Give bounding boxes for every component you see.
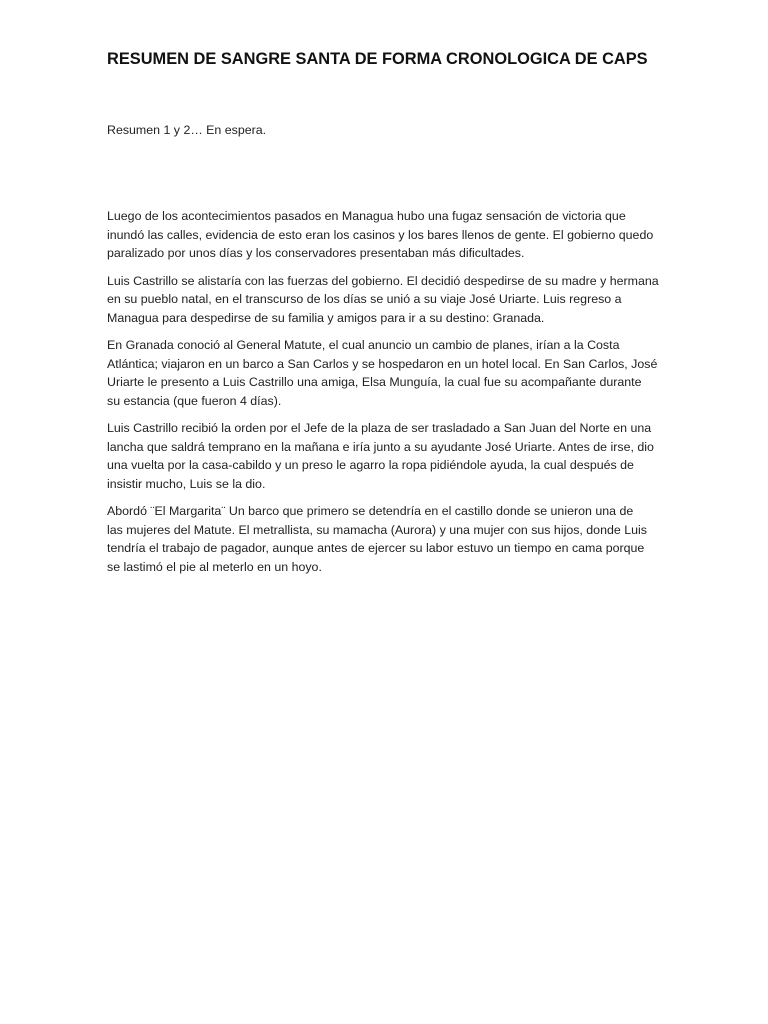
document-title: RESUMEN DE SANGRE SANTA DE FORMA CRONOLOGICA DE CAPS [107,50,648,68]
paragraph-line: paralizado por unos días y los conservadores presentaban más dificultades. [107,246,525,260]
paragraph-line: Managua para despedirse de su familia y amigos para ir a su destino: Granada. [107,310,545,325]
paragraph-line: lancha que saldrá temprano en la mañana e iría junto a su ayudante José Uriarte. Antes de irse, dio [107,439,654,454]
paragraph-line: se lastimó el pie al meterlo en un hoyo. [107,559,322,574]
paragraph [107,336,667,410]
paragraph-line: Luis Castrillo se alistaría con las fuerzas del gobierno. El decidió despedirse de su madre y hermana [107,273,659,288]
paragraph-line: una vuelta por la casa-cabildo y un preso le agarro la ropa pidiéndole ayuda, la cual después de [107,458,634,472]
paragraph-line: tendría el trabajo de pagador, aunque antes de ejercer su labor estuvo un tiempo en cama porque [107,541,645,555]
paragraph-line: las mujeres del Matute. El metrallista, su mamacha (Aurora) y una mujer con sus hijos, donde Luis [107,522,647,537]
paragraph-line: En Granada conoció al General Matute, el cual anuncio un cambio de planes, irían a la Costa [107,338,620,352]
paragraph-line: en su pueblo natal, en el transcurso de los días se unió a su viaje José Uriarte. Luis regreso a [107,292,622,306]
paragraph [107,272,667,328]
paragraph-line: Abordó ¨El Margarita¨ Un barco que primero se detendría en el castillo donde se unieron una de [107,504,634,518]
paragraph [107,502,667,576]
paragraph-line: su estancia (que fueron 4 días). [107,393,282,408]
document-body [107,207,667,585]
paragraph [107,419,667,493]
paragraph-line: Luis Castrillo recibió la orden por el Jefe de la plaza de ser trasladado a San Juan del Norte en una [107,421,652,435]
paragraph-line: Atlántica; viajaron en un barco a San Carlos y se hospedaron en un hotel local. En San Carlos, José [107,356,658,371]
paragraph-line: Luego de los acontecimientos pasados en Managua hubo una fugaz sensación de victoria que [107,209,626,223]
paragraph [107,207,667,263]
paragraph-line: Uriarte le presento a Luis Castrillo una amiga, Elsa Munguía, la cual fue su acompañante durante [107,375,642,389]
document-subtitle: Resumen 1 y 2… En espera. [107,123,267,137]
paragraph-line: inundó las calles, evidencia de esto eran los casinos y los bares llenos de gente. El gobierno quedo [107,227,654,242]
paragraph-line: insistir mucho, Luis se la dio. [107,476,266,491]
